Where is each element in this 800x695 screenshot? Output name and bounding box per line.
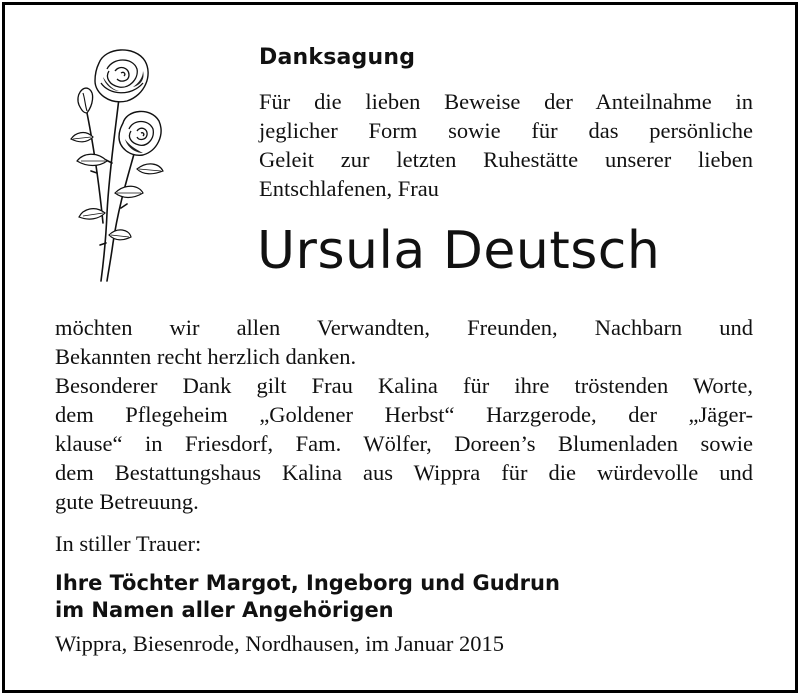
body-line: Besonderer Dank gilt Frau Kalina für ihre tröstenden Worte, bbox=[55, 373, 753, 398]
signers-block bbox=[55, 570, 560, 624]
notice-heading: Danksagung bbox=[259, 45, 416, 70]
intro-line: Entschlafenen, Frau bbox=[259, 176, 439, 201]
place-date: Wippra, Biesenrode, Nordhausen, im Januar 2015 bbox=[55, 631, 504, 656]
intro-line: Geleit zur letzten Ruhestätte unserer lieben bbox=[259, 147, 753, 172]
body-line: möchten wir allen Verwandten, Freunden, Nachbarn und bbox=[55, 315, 753, 340]
intro-paragraph bbox=[259, 87, 753, 203]
body-line: Bekannten recht herzlich danken. bbox=[55, 344, 357, 369]
body-line: klause“ in Friesdorf, Fam. Wölfer, Doreen’s Blumenladen sowie bbox=[55, 431, 753, 456]
body-line: dem Bestattungshaus Kalina aus Wippra für die würdevolle und bbox=[55, 460, 753, 485]
thanks-paragraph bbox=[55, 313, 753, 516]
rose-illustration-icon bbox=[57, 43, 172, 283]
obituary-frame bbox=[2, 2, 798, 693]
deceased-name: Ursula Deutsch bbox=[257, 221, 661, 281]
intro-line: jeglicher Form sowie für das persönliche bbox=[259, 118, 753, 143]
body-line: gute Betreuung. bbox=[55, 489, 199, 514]
signer-line: im Namen aller Angehörigen bbox=[55, 598, 394, 622]
signer-line: Ihre Töchter Margot, Ingeborg und Gudrun bbox=[55, 571, 560, 595]
mourning-label: In stiller Trauer: bbox=[55, 531, 202, 556]
intro-line: Für die lieben Beweise der Anteilnahme in bbox=[259, 89, 753, 114]
body-line: dem Pflegeheim „Goldener Herbst“ Harzgerode, der „Jäger- bbox=[55, 402, 753, 427]
